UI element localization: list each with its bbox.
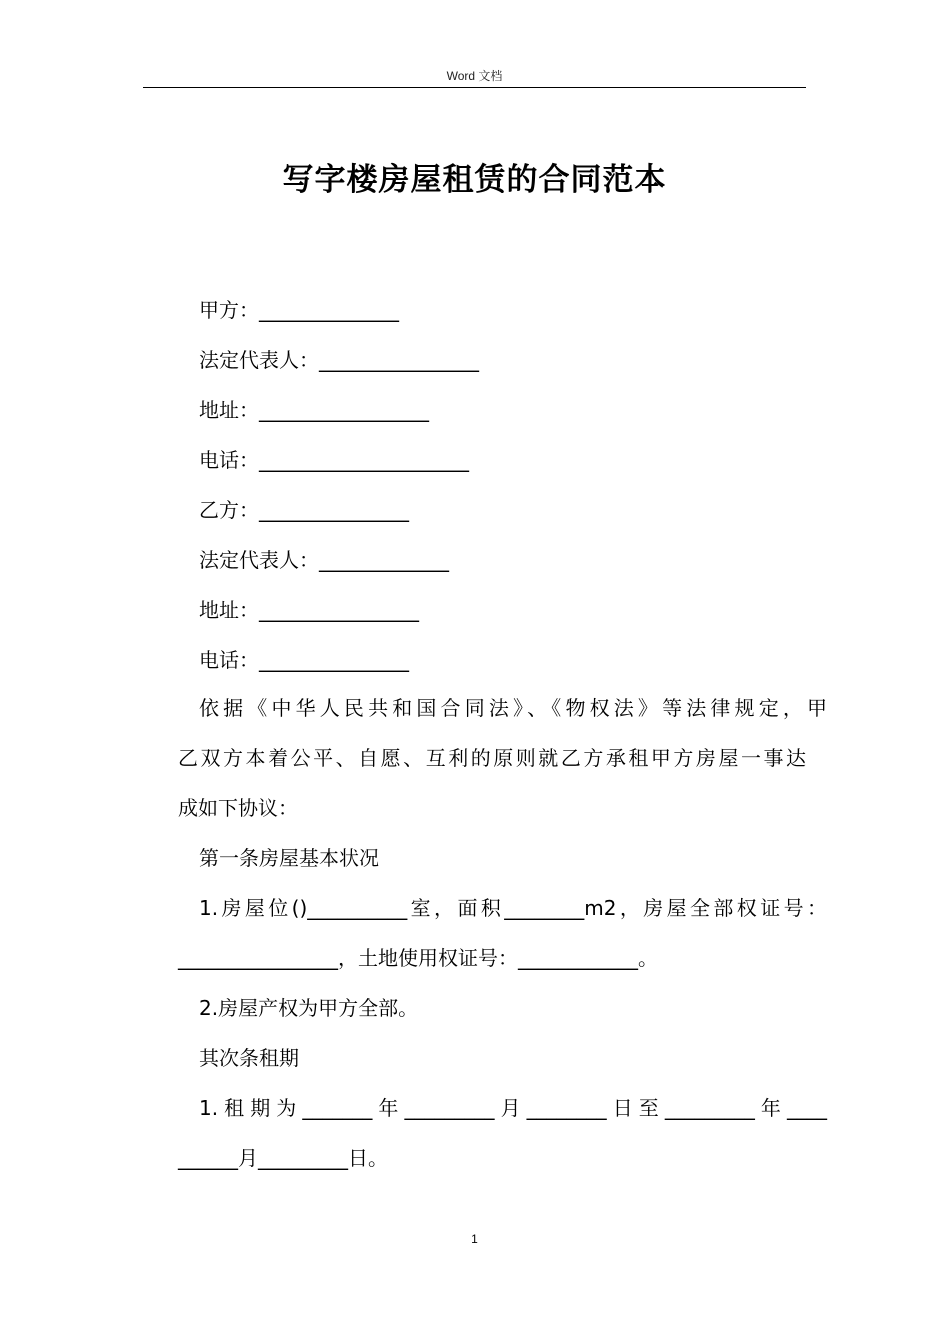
preamble-line-2: 乙双方本着公平、自愿、互利的原则就乙方承租甲方房屋一事达 — [178, 746, 806, 770]
article-1-clause-2: 2.房屋产权为甲方全部。 — [199, 996, 419, 1020]
party-a-phone-line: 电话：_____________________ — [199, 448, 469, 472]
preamble-line-1: 依据《中华人民共和国合同法》、《物权法》等法律规定，甲 — [199, 696, 827, 720]
party-b-phone-line: 电话：_______________ — [199, 648, 409, 672]
article-1-heading: 第一条房屋基本状况 — [199, 846, 379, 870]
article-1-clause-1-line-2: ________________，土地使用权证号：____________。 — [178, 946, 658, 970]
party-b-representative-line: 法定代表人：_____________ — [199, 548, 449, 572]
article-2-heading: 其次条租期 — [199, 1046, 299, 1070]
party-a-line: 甲方：______________ — [199, 298, 399, 322]
article-2-clause-1-line-1: 1.租期为_______年_________月________日至_________年____ — [199, 1096, 827, 1120]
header-divider — [143, 87, 806, 88]
party-b-line: 乙方：_______________ — [199, 498, 409, 522]
preamble-line-3: 成如下协议： — [178, 796, 298, 820]
page-number: 1 — [471, 1232, 478, 1246]
article-2-clause-1-line-2: ______月_________日。 — [178, 1146, 388, 1170]
page-header: Word 文档 — [446, 69, 503, 83]
party-a-address-line: 地址：_________________ — [199, 398, 429, 422]
party-b-address-line: 地址：________________ — [199, 598, 419, 622]
document-title: 写字楼房屋租赁的合同范本 — [282, 162, 667, 198]
article-1-clause-1-line-1: 1.房屋位()__________室，面积________m2，房屋全部权证号： — [199, 896, 827, 920]
party-a-representative-line: 法定代表人：________________ — [199, 348, 479, 372]
